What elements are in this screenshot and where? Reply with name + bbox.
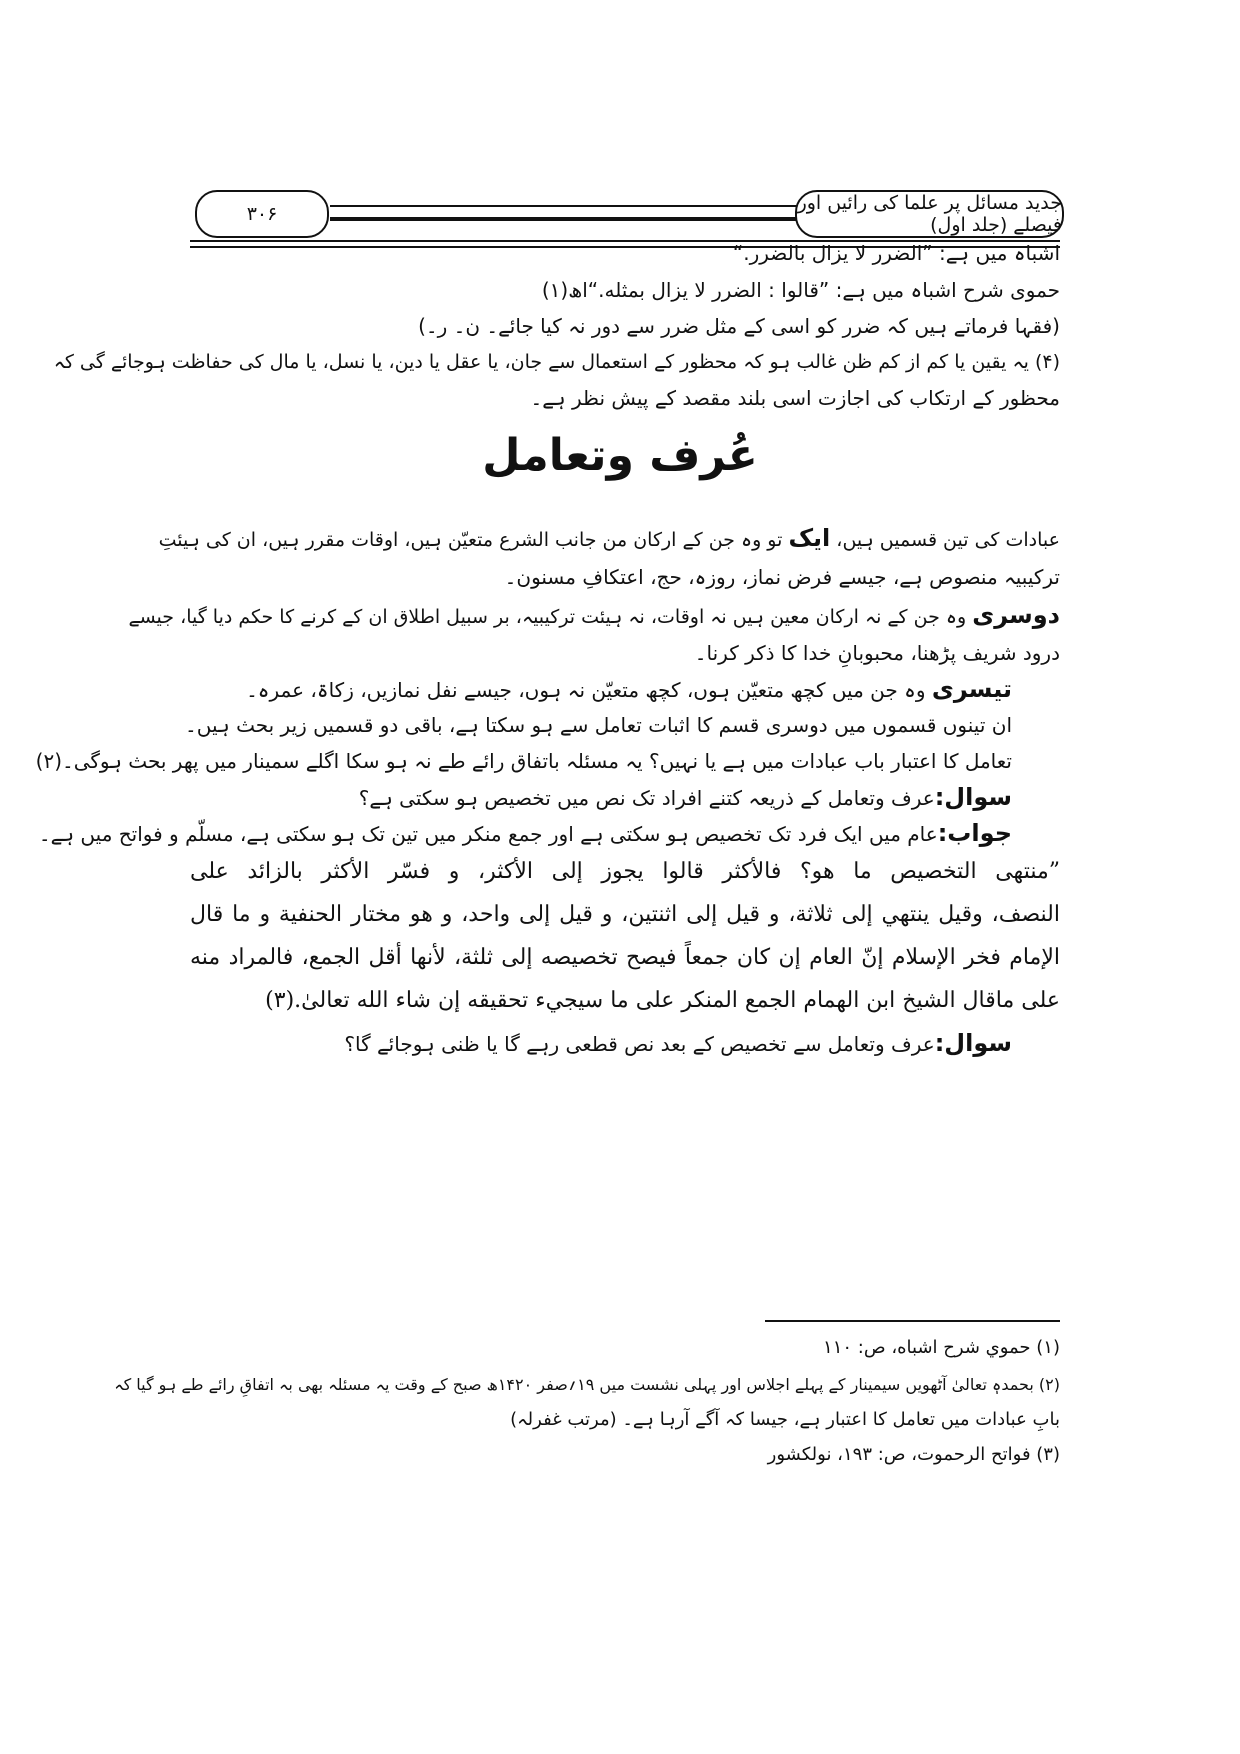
paragraph-line [128,600,1060,632]
text: وہ جن کے نہ ارکان معین ہیں نہ اوقات، نہ ہیئت ترکیبیہ، بر سبیل اطلاق ان کے کرنے کا حکم دیا گیا، جیسے [128,606,973,628]
body-line: محظور کے ارتکاب کی اجازت اسی بلند مقصد کے پیش نظر ہے۔ [530,386,1060,410]
text: وہ جن میں کچھ متعیّن ہوں، کچھ متعیّن نہ ہوں، جیسے نفل نمازیں، زکاۃ، عمرہ۔ [246,678,932,702]
text: تو وہ جن کے ارکان من جانب الشرع متعیّن ہیں، اوقات مقرر ہیں، ان کی ہیئتِ [158,529,789,551]
text: عرف وتعامل کے ذریعہ کتنے افراد تک نص میں تخصیص ہو سکتی ہے؟ [358,786,935,810]
paragraph-line: ترکیبیہ منصوص ہے، جیسے فرض نماز، روزہ، حج، اعتکافِ مسنون۔ [504,565,1060,589]
page-number [195,190,329,238]
paragraph-line: درود شریف پڑھنا، محبوبانِ خدا کا ذکر کرنا۔ [694,641,1060,665]
body-line: (فقہا فرماتے ہیں کہ ضرر کو اسی کے مثل ضرر سے دور نہ کیا جائے۔ ن۔ ر۔) [418,314,1060,338]
arabic-quote-line: على ماقال الشيخ ابن الهمام الجمع المنكر على ما سيجيء تحقيقه إن شاء الله تعالىٰ.(۳) [265,988,1060,1013]
question [359,782,1012,813]
body-line: اشباہ میں ہے: ”الضرر لا یزال بالضرر.“ [732,241,1060,265]
keyword: تیسری [931,675,1012,703]
section-title: عُرف وتعامل [482,430,758,481]
paragraph-line: تعامل کا اعتبار باب عبادات میں ہے یا نہیں؟ یہ مسئلہ باتفاق رائے طے نہ ہو سکا اگلے سمینار میں پھر بحث ہوگی۔(۲) [35,749,1012,773]
keyword: ایک [788,524,831,552]
footnote: (۲) بحمدہٖ تعالیٰ آٹھویں سیمینار کے پہلے اجلاس اور پہلی نشست میں ۱۹؍صفر ۱۴۲۰ھ صبح کے وقت یہ مسئلہ بھی بہ اتفاقِ رائے طے ہو گیا کہ [114,1375,1060,1394]
paragraph-line [159,523,1060,555]
footnote-divider [765,1320,1060,1322]
arabic-quote-line: ”منتهى التخصيص ما هو؟ فالأكثر قالوا يجوز إلى الأكثر، و فسّر الأكثر بالزائد على [190,859,1060,884]
text: عبادات کی تین قسمیں ہیں، [830,529,1060,551]
arabic-quote-line: الإمام فخر الإسلام إنّ العام إن كان جمعاً فيصح تخصيصه إلى ثلثة، لأنها أقل الجمع، فالمراد منه [190,945,1060,970]
body-line: حموی شرح اشباہ میں ہے: ”قالوا : الضرر لا یزال بمثله.“اھ(۱) [541,278,1060,302]
question [344,1028,1012,1059]
footnote: بابِ عبادات میں تعامل کا اعتبار ہے، جیسا کہ آگے آرہا ہے۔ (مرتب غفرلہ) [510,1409,1060,1430]
answer [39,818,1012,849]
paragraph-line [246,674,1012,705]
book-title: جدید مسائل پر علما کی رائیں اور فیصلے (جلد اول) [797,192,1062,236]
footnote: (۳) فواتح الرحموت، ص: ۱۹۳، نولکشور [767,1444,1060,1465]
keyword: سوال: [934,1029,1012,1057]
arabic-quote-line: النصف، وقيل ينتهي إلى ثلاثة، و قيل إلى اثنتين، و قيل إلى واحد، و هو مختار الحنفية و ما قال [190,902,1060,927]
page-number-text: ۳۰۶ [246,203,278,225]
keyword: دوسری [972,601,1060,629]
keyword: جواب: [937,819,1012,847]
text: عام میں ایک فرد تک تخصیص ہو سکتی ہے اور جمع منکر میں تین تک ہو سکتی ہے، مسلّم و فواتح میں ہے۔ [38,822,938,846]
body-line: (۴) یہ یقین یا کم از کم ظن غالب ہو کہ محظور کے استعمال سے جان، یا عقل یا دین، یا نسل، یا مال کی حفاظت ہوجائے گی کہ [53,351,1060,373]
keyword: سوال: [934,783,1012,811]
paragraph-line: ان تینوں قسموں میں دوسری قسم کا اثبات تعامل سے ہو سکتا ہے، باقی دو قسمیں زیر بحث ہیں۔ [185,713,1012,737]
text: عرف وتعامل سے تخصیص کے بعد نص قطعی رہے گا یا ظنی ہوجائے گا؟ [344,1032,935,1056]
footnote: (۱) حموي شرح اشباه، ص: ۱۱۰ [823,1337,1060,1358]
running-header [795,190,1064,238]
header-rule [330,205,870,221]
